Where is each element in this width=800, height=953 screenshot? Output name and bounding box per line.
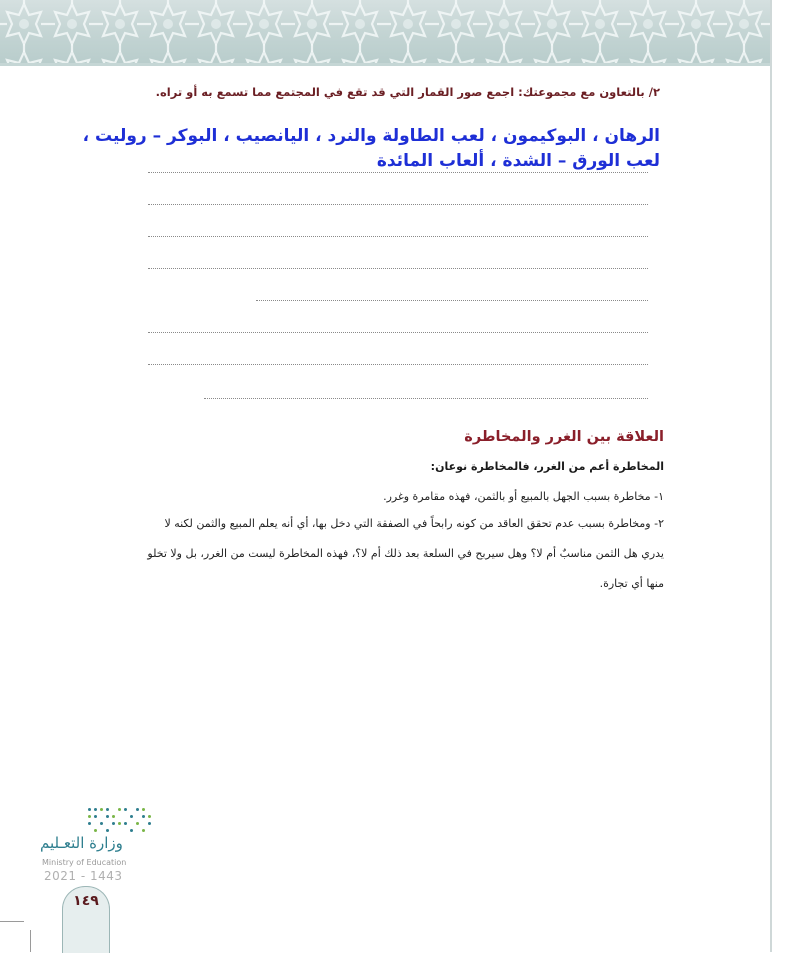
logo-dots-icon	[88, 804, 152, 832]
list-item: ١- مخاطرة بسبب الجهل بالمبيع أو بالثمن، فهذه مقامرة وغرر.	[383, 490, 664, 503]
answer-dotted-line	[148, 332, 648, 333]
page-number-tab	[62, 886, 110, 953]
activity-question: ٢/ بالتعاون مع مجموعتك: اجمع صور القمار التي قد تقع في المجتمع مما تسمع به أو تراه.	[155, 85, 660, 99]
ministry-name-ar: وزارة التعـليم	[40, 834, 123, 852]
answer-dotted-line	[148, 364, 648, 365]
header-underline	[0, 63, 770, 66]
answer-text	[82, 124, 660, 174]
crop-mark	[30, 930, 31, 952]
answer-dotted-line	[148, 268, 648, 269]
right-margin	[770, 0, 800, 952]
crop-mark	[0, 921, 24, 922]
right-margin-rule	[770, 0, 772, 952]
answer-dotted-line	[148, 172, 648, 173]
answer-dotted-line	[148, 236, 648, 237]
ministry-name-en: Ministry of Education	[42, 858, 127, 867]
header-pattern-band	[0, 0, 770, 63]
section-intro: المخاطرة أعم من الغرر، فالمخاطرة نوعان:	[430, 460, 664, 473]
section-title: العلاقة بين الغرر والمخاطرة	[464, 429, 664, 445]
geometric-pattern	[0, 0, 770, 63]
page-number: ١٤٩	[73, 893, 99, 909]
ministry-logo	[40, 800, 150, 890]
edition-year: 2021 - 1443	[44, 869, 123, 883]
answer-line: الرهان ، البوكيمون ، لعب الطاولة والنرد ، اليانصيب ، البوكر – روليت ،	[82, 126, 660, 146]
answer-dotted-line	[256, 300, 648, 301]
list-item: ٢- ومخاطرة بسبب عدم تحقق العاقد من كونه رابحاً في الصفقة التي دخل بها، أي أنه يعلم المبيع والثمن لكنه لا يدري هل الثمن مناسبٌ أم لا؟ وهل سيربح في السلعة بعد ذلك أم لا؟، فهذه المخاطرة ليست من الغرر، بل ولا تخلو منها أي تجارة.	[147, 517, 664, 590]
answer-dotted-line	[204, 398, 648, 399]
answer-line: لعب الورق – الشدة ، ألعاب المائدة	[376, 151, 660, 171]
answer-dotted-line	[148, 204, 648, 205]
